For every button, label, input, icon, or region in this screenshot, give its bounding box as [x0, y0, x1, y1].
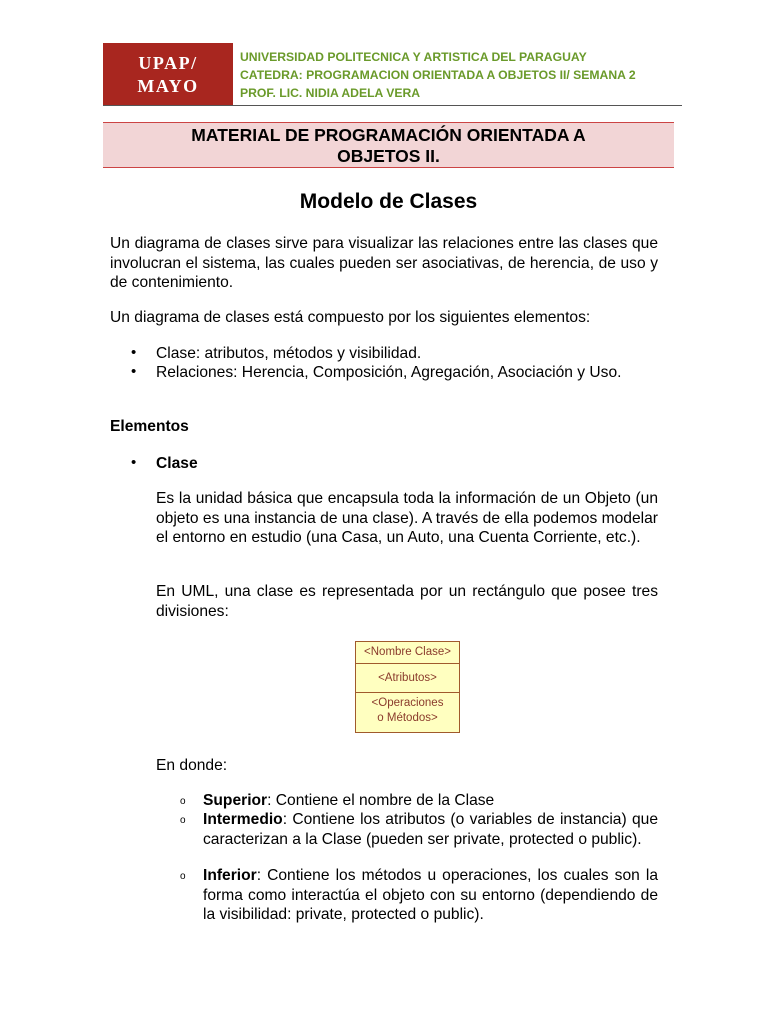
elementos-heading: Elementos: [110, 418, 189, 435]
list-item: [203, 791, 658, 811]
uml-description: En UML, una clase es representada por un rectángulo que posee tres divisiones:: [156, 583, 658, 620]
uml-attributes-compartment: <Atributos>: [356, 664, 459, 693]
part-text: : Contiene los atributos (o variables de instancia) que caracterizan a la Clase (pueden ser private, protected o public).: [203, 811, 658, 848]
list-item: Clase: atributos, métodos y visibilidad.: [156, 345, 422, 362]
title-line-1: MATERIAL DE PROGRAMACIÓN ORIENTADA A: [191, 125, 586, 145]
clase-description: Es la unidad básica que encapsula toda la información de un Objeto (un objeto es una instancia de una clase). A través de ella podemos modelar el entorno en estudio (una Casa, un Auto, una Cuenta Corriente, etc.).: [156, 490, 658, 546]
professor-line: PROF. LIC. NIDIA ADELA VERA: [240, 86, 421, 100]
bullet-icon: •: [131, 454, 137, 471]
list-item: [203, 866, 658, 925]
bullet-icon: •: [131, 344, 137, 361]
part-text: : Contiene los métodos u operaciones, los cuales son la forma como interactúa el objeto con su entorno (dependiendo de la visibilidad: private, protected o public).: [203, 867, 658, 923]
header-divider: [103, 105, 682, 106]
uml-ops-line-1: <Operaciones: [371, 697, 444, 709]
uml-ops-line-2: o Métodos>: [377, 712, 438, 724]
list-item: Relaciones: Herencia, Composición, Agregación, Asociación y Uso.: [156, 364, 622, 381]
bullet-icon: •: [131, 363, 137, 380]
part-term: Inferior: [203, 867, 257, 884]
part-text: : Contiene el nombre de la Clase: [267, 792, 495, 809]
logo-line-2: MAYO: [137, 76, 199, 96]
intro-paragraph: Un diagrama de clases sirve para visualizar las relaciones entre las clases que involucran el sistema, las cuales pueden ser asociativas, de herencia, de uso y de contenimiento.: [110, 235, 658, 291]
clase-heading: Clase: [156, 455, 198, 472]
upap-logo: [103, 43, 233, 105]
logo-line-1: UPAP/: [138, 53, 198, 73]
circle-bullet-icon: o: [180, 796, 186, 807]
circle-bullet-icon: o: [180, 815, 186, 826]
circle-bullet-icon: o: [180, 871, 186, 882]
title-line-2: OBJETOS II.: [337, 146, 440, 166]
document-title: [103, 122, 674, 168]
uml-operations-compartment: [356, 693, 459, 732]
header-info: [240, 48, 680, 102]
part-term: Superior: [203, 792, 268, 809]
list-item: [203, 810, 658, 849]
catedra-line: CATEDRA: PROGRAMACION ORIENTADA A OBJETOS II/ SEMANA 2: [240, 68, 636, 82]
uml-class-diagram: [355, 641, 460, 733]
uml-name-compartment: <Nombre Clase>: [356, 642, 459, 664]
section-heading: Modelo de Clases: [299, 190, 478, 213]
composed-paragraph: Un diagrama de clases está compuesto por los siguientes elementos:: [110, 309, 591, 326]
university-name: UNIVERSIDAD POLITECNICA Y ARTISTICA DEL PARAGUAY: [240, 50, 587, 64]
part-term: Intermedio: [203, 811, 283, 828]
en-donde: En donde:: [156, 757, 228, 774]
